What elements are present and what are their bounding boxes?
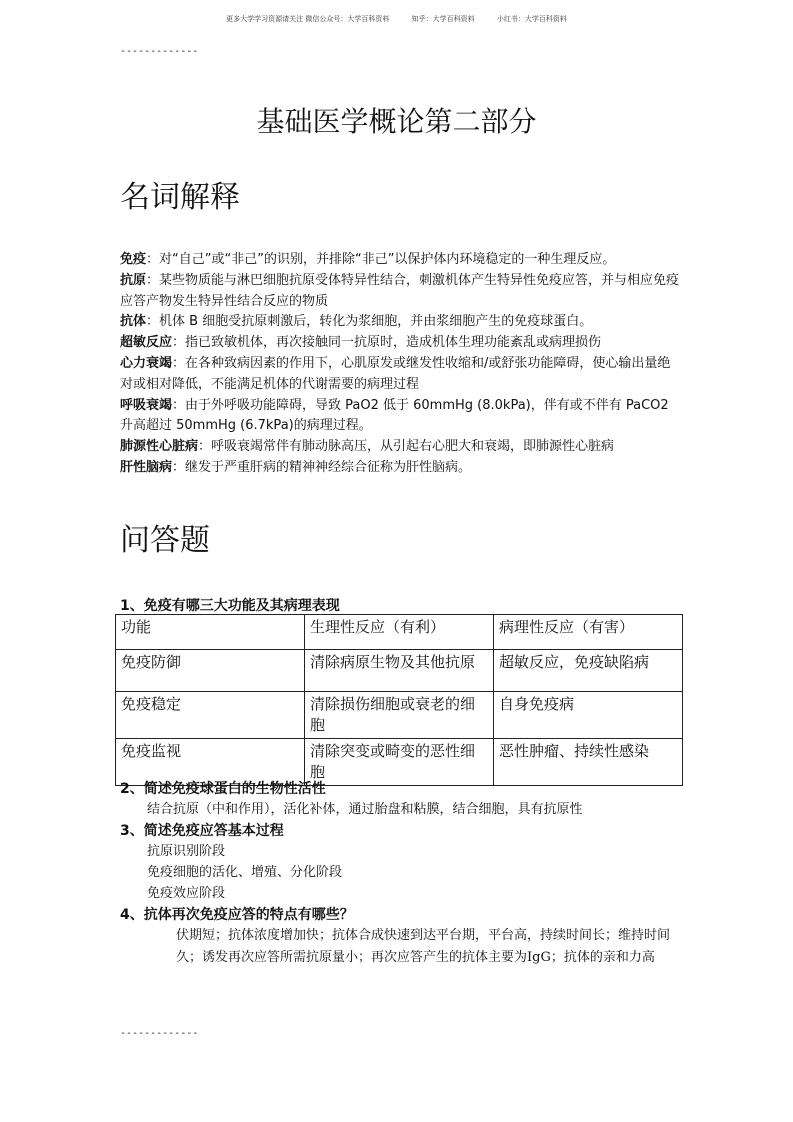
table-header-cell: 生理性反应（有利） [305,615,494,650]
definitions-list [120,250,680,479]
question-3-answer [147,841,687,904]
definition-item [120,250,680,271]
definition-item [120,437,680,458]
table-cell: 免疫防御 [116,650,305,692]
definition-term: 肝性脑病 [120,459,173,475]
definition-text: ：指已致敏机体，再次接触同一抗原时，造成机体生理功能紊乱或病理损伤 [172,335,602,351]
question-1-title: 1、免疫有哪三大功能及其病理表现 [120,598,340,614]
list-item: 免疫效应阶段 [147,886,226,901]
definition-item [120,458,680,479]
table-header-cell: 病理性反应（有害） [494,615,683,650]
section-heading-qa: 问答题 [120,523,210,558]
definition-item [120,333,680,354]
definition-term: 呼吸衰竭 [120,397,173,413]
table-cell: 清除突变或畸变的恶性细胞 [305,739,494,786]
definition-text: ：某些物质能与淋巴细胞抗原受体特异性结合，刺激机体产生特异性免疫应答，并与相应免疫应答产物发生特异性结合反应的物质 [120,272,680,309]
definition-item [120,312,680,333]
definition-text: ：继发于严重肝病的精神神经综合征称为肝性脑病。 [172,459,472,475]
definition-text: ：由于外呼吸功能障碍，导致 PaO2 低于 60mmHg (8.0kPa)，伴有或不伴有 PaCO2 升高超过 50mmHg (6.7kPa)的病理过程。 [120,397,669,434]
top-separator: ------------- [120,46,199,57]
question-2-title: 2、简述免疫球蛋白的生物性活性 [120,781,326,797]
question-4-title: 4、抗体再次免疫应答的特点有哪些？ [120,907,354,923]
list-item: 抗原识别阶段 [147,844,226,859]
definition-item [120,354,680,396]
section-heading-definitions: 名词解释 [120,180,240,215]
question-2-answer: 结合抗原（中和作用），活化补体，通过胎盘和粘膜，结合细胞，具有抗原性 [147,802,583,817]
definition-term: 免疫 [120,252,147,267]
definition-text: ：在各种致病因素的作用下，心肌原发或继发性收缩和/或舒张功能障碍，使心输出量绝对或相对降低，不能满足机体的代谢需要的病理过程 [120,355,671,392]
table-cell: 恶性肿瘤、持续性感染 [494,739,683,786]
definition-item [120,396,680,438]
definition-term: 抗原 [120,272,147,288]
table-cell: 免疫稳定 [116,692,305,739]
header-wechat: 更多大学学习资源请关注 微信公众号：大学百科资料 [226,15,390,23]
header-xiaohongshu: 小红书：大学百科资料 [496,15,567,23]
definition-term: 心力衰竭 [120,355,173,371]
table-cell: 自身免疫病 [494,692,683,739]
page-header [0,14,793,24]
table-cell: 清除损伤细胞或衰老的细胞 [305,692,494,739]
table-cell: 超敏反应，免疫缺陷病 [494,650,683,692]
bottom-separator: ------------- [120,1028,199,1039]
page-title: 基础医学概论第二部分 [256,105,537,138]
table-row [116,692,683,739]
header-zhihu: 知乎：大学百科资料 [411,15,475,23]
table-header-row [116,615,683,650]
immune-functions-table [115,614,683,786]
table-row [116,650,683,692]
table-header-cell: 功能 [116,615,305,650]
definition-text: ：对“自己”或“非己”的识别，并排除“非己”以保护体内环境稳定的一种生理反应。 [146,252,616,267]
definition-text: ：机体 B 细胞受抗原刺激后，转化为浆细胞，并由浆细胞产生的免疫球蛋白。 [146,314,593,330]
definition-text: ：呼吸衰竭常伴有肺动脉高压，从引起右心肥大和衰竭，即肺源性心脏病 [198,439,615,455]
table-cell: 清除病原生物及其他抗原 [305,650,494,692]
question-3-title: 3、简述免疫应答基本过程 [120,823,284,839]
definition-term: 肺源性心脏病 [120,439,199,455]
definition-item [120,271,680,313]
question-4-answer: 伏期短；抗体浓度增加快；抗体合成快速到达平台期，平台高，持续时间长；维持时间久；诱发再次应答所需抗原量小；再次应答产生的抗体主要为IgG；抗体的亲和力高 [176,928,671,965]
table-cell: 免疫监视 [116,739,305,786]
definition-term: 超敏反应 [120,335,173,351]
list-item: 免疫细胞的活化、增殖、分化阶段 [147,865,343,880]
definition-term: 抗体 [120,314,147,330]
